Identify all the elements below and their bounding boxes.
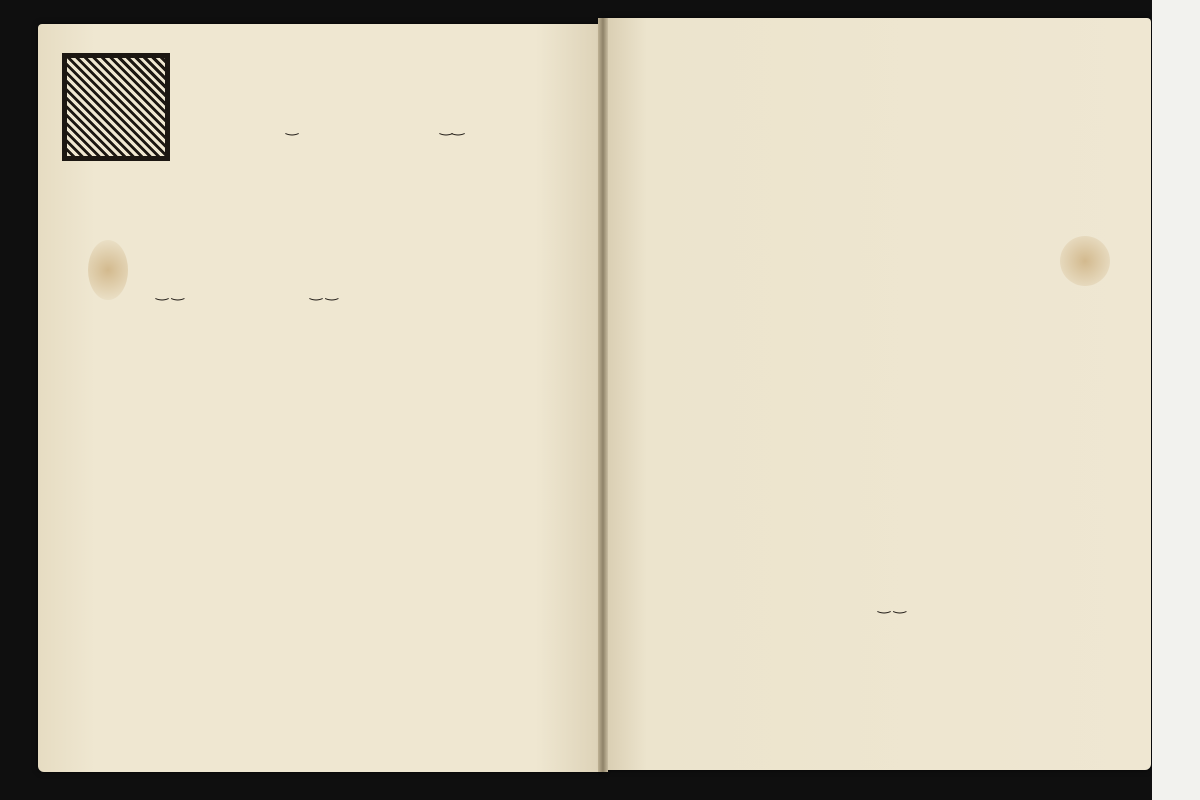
slur-mark: ‿ — [286, 120, 299, 136]
slur-mark: ‿‿ — [440, 120, 465, 136]
water-stain — [88, 240, 128, 300]
slur-mark: ‿ ‿ — [156, 285, 184, 301]
measurement-ruler — [1152, 0, 1200, 800]
water-stain — [1060, 236, 1110, 286]
ruler-ticks — [1152, 0, 1200, 800]
book-gutter — [598, 18, 608, 772]
right-page — [603, 18, 1151, 770]
slur-mark: ‿ ‿ — [310, 285, 338, 301]
decorated-initial — [62, 53, 170, 161]
slur-mark: ‿ ‿ — [878, 598, 906, 614]
